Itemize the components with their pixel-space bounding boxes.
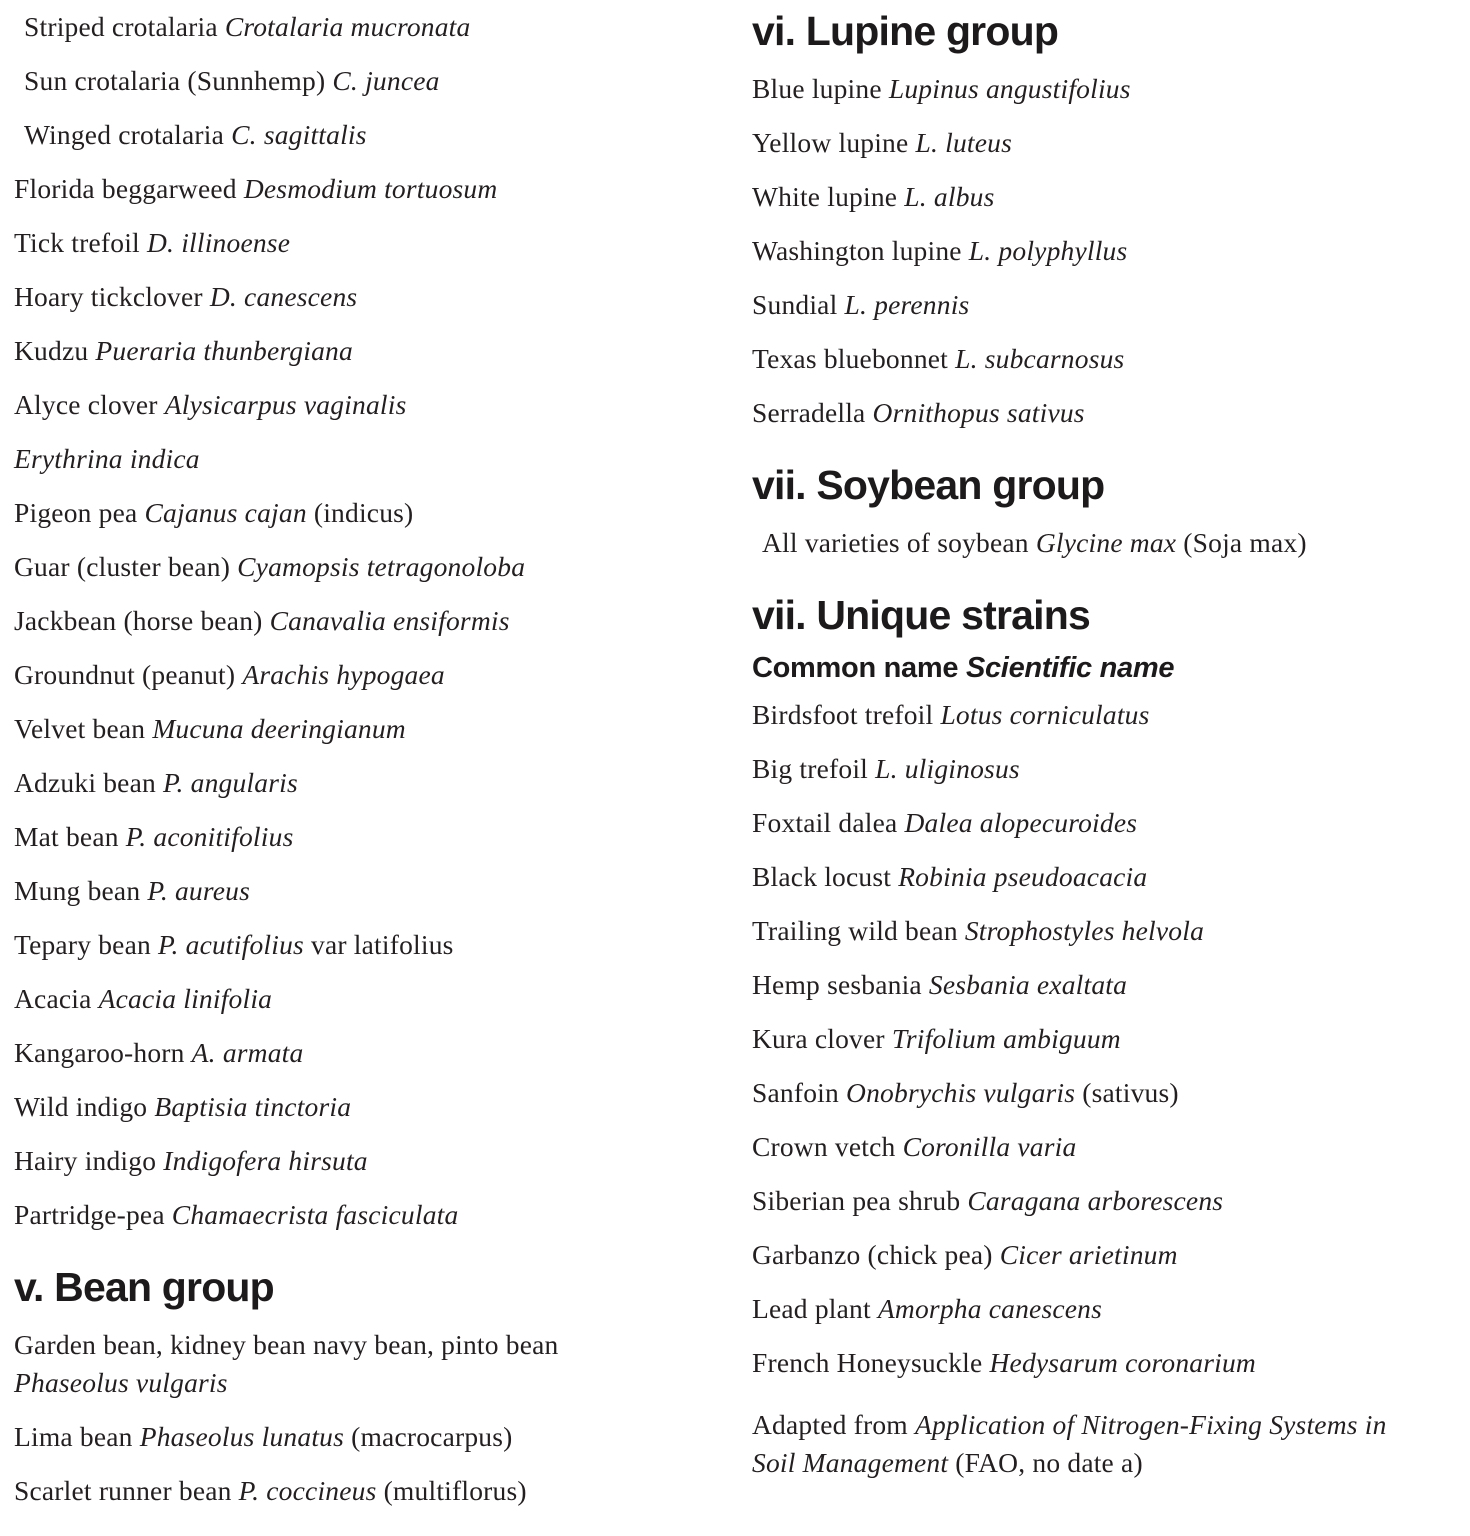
- common-name-text: Birdsfoot trefoil: [752, 699, 941, 730]
- scientific-name: D. canescens: [209, 281, 358, 312]
- common-name-text: Sun crotalaria (Sunnhemp): [24, 65, 333, 96]
- common-name-text: Florida beggarweed: [14, 173, 244, 204]
- species-item: [14, 170, 720, 208]
- scientific-name: Amorpha canescens: [877, 1293, 1103, 1324]
- common-name-text: (multiflorus): [376, 1475, 527, 1506]
- section-heading: vi. Lupine group: [752, 8, 1059, 54]
- species-item: [752, 1182, 1424, 1220]
- common-name-text: Acacia: [14, 983, 99, 1014]
- scientific-name: Glycine max: [1035, 527, 1177, 558]
- species-item: [752, 394, 1424, 432]
- scientific-name: P. angularis: [163, 767, 298, 798]
- common-name-text: var latifolius: [303, 929, 454, 960]
- common-name-text: Serradella: [752, 397, 873, 428]
- common-name-text: (Soja max): [1176, 527, 1307, 558]
- scientific-name: Phaseolus lunatus: [139, 1421, 345, 1452]
- scientific-name: Cajanus cajan: [144, 497, 307, 528]
- scientific-name: Caragana arborescens: [967, 1185, 1224, 1216]
- section-heading: v. Bean group: [14, 1264, 274, 1310]
- species-item: [752, 70, 1424, 108]
- scientific-name: A. armata: [191, 1037, 304, 1068]
- species-item: [752, 750, 1424, 788]
- common-name-text: Groundnut (peanut): [14, 659, 243, 690]
- species-item: [14, 764, 720, 802]
- species-item: [14, 548, 720, 586]
- species-item: [14, 1034, 720, 1072]
- common-name-text: Scarlet runner bean: [14, 1475, 239, 1506]
- common-name-text: Adzuki bean: [14, 767, 164, 798]
- common-name-text: Hoary tickclover: [14, 281, 210, 312]
- species-item: [14, 332, 720, 370]
- scientific-name: L. uliginosus: [875, 753, 1020, 784]
- scientific-name: L. albus: [904, 181, 995, 212]
- species-item: [14, 980, 720, 1018]
- species-item: [14, 1472, 720, 1510]
- common-name-text: Hairy indigo: [14, 1145, 164, 1176]
- scientific-name: Indigofera hirsuta: [163, 1145, 368, 1176]
- common-name-text: Alyce clover: [14, 389, 165, 420]
- scientific-name: Canavalia ensiformis: [269, 605, 510, 636]
- species-item: [752, 804, 1424, 842]
- scientific-name: Arachis hypogaea: [242, 659, 445, 690]
- scientific-name: Coronilla varia: [902, 1131, 1077, 1162]
- species-item: [14, 1418, 720, 1456]
- common-name-text: Crown vetch: [752, 1131, 903, 1162]
- species-item: [14, 656, 720, 694]
- section-heading: vii. Unique strains: [752, 592, 1090, 638]
- common-name-text: Velvet bean: [14, 713, 153, 744]
- species-item: [14, 602, 720, 640]
- common-name-text: Sundial: [752, 289, 845, 320]
- common-name-text: Jackbean (horse bean): [14, 605, 270, 636]
- species-item: [752, 1290, 1424, 1328]
- scientific-name: Cicer arietinum: [999, 1239, 1178, 1270]
- scientific-name: Scientific name: [965, 652, 1175, 684]
- species-item: [14, 1326, 720, 1402]
- scientific-name: Lupinus angustifolius: [888, 73, 1131, 104]
- scientific-name: L. subcarnosus: [955, 343, 1125, 374]
- scientific-name: C. sagittalis: [231, 119, 367, 150]
- species-item: [14, 116, 720, 154]
- scientific-name: P. coccineus: [238, 1475, 377, 1506]
- species-item: [14, 872, 720, 910]
- common-name-text: Sanfoin: [752, 1077, 847, 1108]
- scientific-name: Desmodium tortuosum: [243, 173, 498, 204]
- scientific-name: Baptisia tinctoria: [154, 1091, 352, 1122]
- common-name-text: Wild indigo: [14, 1091, 155, 1122]
- column-left: [14, 8, 720, 1526]
- scientific-name: Onobrychis vulgaris: [846, 1077, 1076, 1108]
- scientific-name: Pueraria thunbergiana: [95, 335, 353, 366]
- common-name-text: Tepary bean: [14, 929, 159, 960]
- common-name-text: Blue lupine: [752, 73, 889, 104]
- species-item: [14, 62, 720, 100]
- species-item: [14, 1196, 720, 1234]
- species-item: [752, 1020, 1424, 1058]
- scientific-name: Trifolium ambiguum: [891, 1023, 1121, 1054]
- scientific-name: Acacia linifolia: [98, 983, 273, 1014]
- column-right: [752, 8, 1424, 1482]
- species-item: [752, 1128, 1424, 1166]
- scientific-name: P. aconitifolius: [125, 821, 294, 852]
- common-name-text: Big trefoil: [752, 753, 876, 784]
- scientific-name: P. acutifolius: [158, 929, 304, 960]
- species-item: [14, 440, 720, 478]
- common-name-text: Kangaroo-horn: [14, 1037, 192, 1068]
- species-item: [14, 818, 720, 856]
- common-name-text: (FAO, no date a): [948, 1447, 1143, 1478]
- common-name-text: Common name: [752, 652, 966, 684]
- species-item: [14, 8, 720, 46]
- scientific-name: Strophostyles helvola: [964, 915, 1205, 946]
- scientific-name: Robinia pseudoacacia: [898, 861, 1148, 892]
- species-item: [752, 1236, 1424, 1274]
- common-name-text: Kura clover: [752, 1023, 892, 1054]
- common-name-text: Mung bean: [14, 875, 148, 906]
- species-item: [752, 966, 1424, 1004]
- common-name-text: (macrocarpus): [344, 1421, 513, 1452]
- species-item: [14, 1088, 720, 1126]
- section-heading: vii. Soybean group: [752, 462, 1105, 508]
- species-item: [752, 1074, 1424, 1112]
- scientific-name: Cyamopsis tetragonoloba: [237, 551, 526, 582]
- scientific-name: P. aureus: [147, 875, 251, 906]
- species-item: [14, 710, 720, 748]
- common-name-text: Trailing wild bean: [752, 915, 965, 946]
- common-name-text: Partridge-pea: [14, 1199, 172, 1230]
- species-item: [752, 124, 1424, 162]
- common-name-text: Hemp sesbania: [752, 969, 929, 1000]
- common-name-text: Winged crotalaria: [24, 119, 232, 150]
- common-name-text: Foxtail dalea: [752, 807, 905, 838]
- common-name-text: (indicus): [306, 497, 414, 528]
- common-name-text: Black locust: [752, 861, 899, 892]
- scientific-name: Hedysarum coronarium: [989, 1347, 1256, 1378]
- scientific-name: Alysicarpus vaginalis: [164, 389, 407, 420]
- scientific-name: Chamaecrista fasciculata: [171, 1199, 459, 1230]
- scientific-name: Ornithopus sativus: [872, 397, 1085, 428]
- common-name-text: All varieties of soybean: [762, 527, 1036, 558]
- common-name-text: Tick trefoil: [14, 227, 147, 258]
- common-name-text: French Honeysuckle: [752, 1347, 990, 1378]
- scientific-name: Phaseolus vulgaris: [14, 1367, 228, 1398]
- scientific-name: D. illinoense: [146, 227, 291, 258]
- common-name-text: Adapted from: [752, 1409, 915, 1440]
- scientific-name: Dalea alopecuroides: [904, 807, 1138, 838]
- common-name-text: Siberian pea shrub: [752, 1185, 968, 1216]
- common-name-text: Garden bean, kidney bean navy bean, pinto bean: [14, 1329, 559, 1360]
- scientific-name: Erythrina indica: [14, 443, 200, 474]
- species-item: [14, 278, 720, 316]
- species-item: [752, 286, 1424, 324]
- species-item: [14, 926, 720, 964]
- common-name-text: Mat bean: [14, 821, 126, 852]
- species-item: [14, 1142, 720, 1180]
- scientific-name: C. juncea: [332, 65, 440, 96]
- scientific-name: L. perennis: [844, 289, 970, 320]
- scientific-name: Sesbania exaltata: [928, 969, 1128, 1000]
- common-name-text: Guar (cluster bean): [14, 551, 238, 582]
- scientific-name: Application of Nitrogen-Fixing Systems in Soil Management: [752, 1409, 1387, 1478]
- common-name-text: White lupine: [752, 181, 905, 212]
- species-item: [14, 494, 720, 532]
- species-item: [752, 340, 1424, 378]
- species-item: [14, 224, 720, 262]
- common-name-text: Lead plant: [752, 1293, 878, 1324]
- species-item: [752, 696, 1424, 734]
- scientific-name: Mucuna deeringianum: [152, 713, 406, 744]
- common-name-text: Striped crotalaria: [24, 11, 225, 42]
- species-item: [752, 858, 1424, 896]
- common-name-text: Kudzu: [14, 335, 96, 366]
- common-name-text: Texas bluebonnet: [752, 343, 956, 374]
- common-name-text: Washington lupine: [752, 235, 969, 266]
- scientific-name: Crotalaria mucronata: [224, 11, 471, 42]
- common-name-text: Pigeon pea: [14, 497, 145, 528]
- source-note: [752, 1406, 1424, 1482]
- common-name-text: Yellow lupine: [752, 127, 916, 158]
- common-name-text: Garbanzo (chick pea): [752, 1239, 1000, 1270]
- scientific-name: L. luteus: [915, 127, 1013, 158]
- scientific-name: Lotus corniculatus: [940, 699, 1150, 730]
- species-item: [752, 178, 1424, 216]
- common-name-text: Lima bean: [14, 1421, 140, 1452]
- species-item: [752, 912, 1424, 950]
- scientific-name: L. polyphyllus: [968, 235, 1128, 266]
- column-header-row: [752, 650, 1424, 686]
- species-item: [752, 232, 1424, 270]
- species-item: [14, 386, 720, 424]
- species-item: [752, 524, 1424, 562]
- species-item: [752, 1344, 1424, 1382]
- common-name-text: (sativus): [1075, 1077, 1179, 1108]
